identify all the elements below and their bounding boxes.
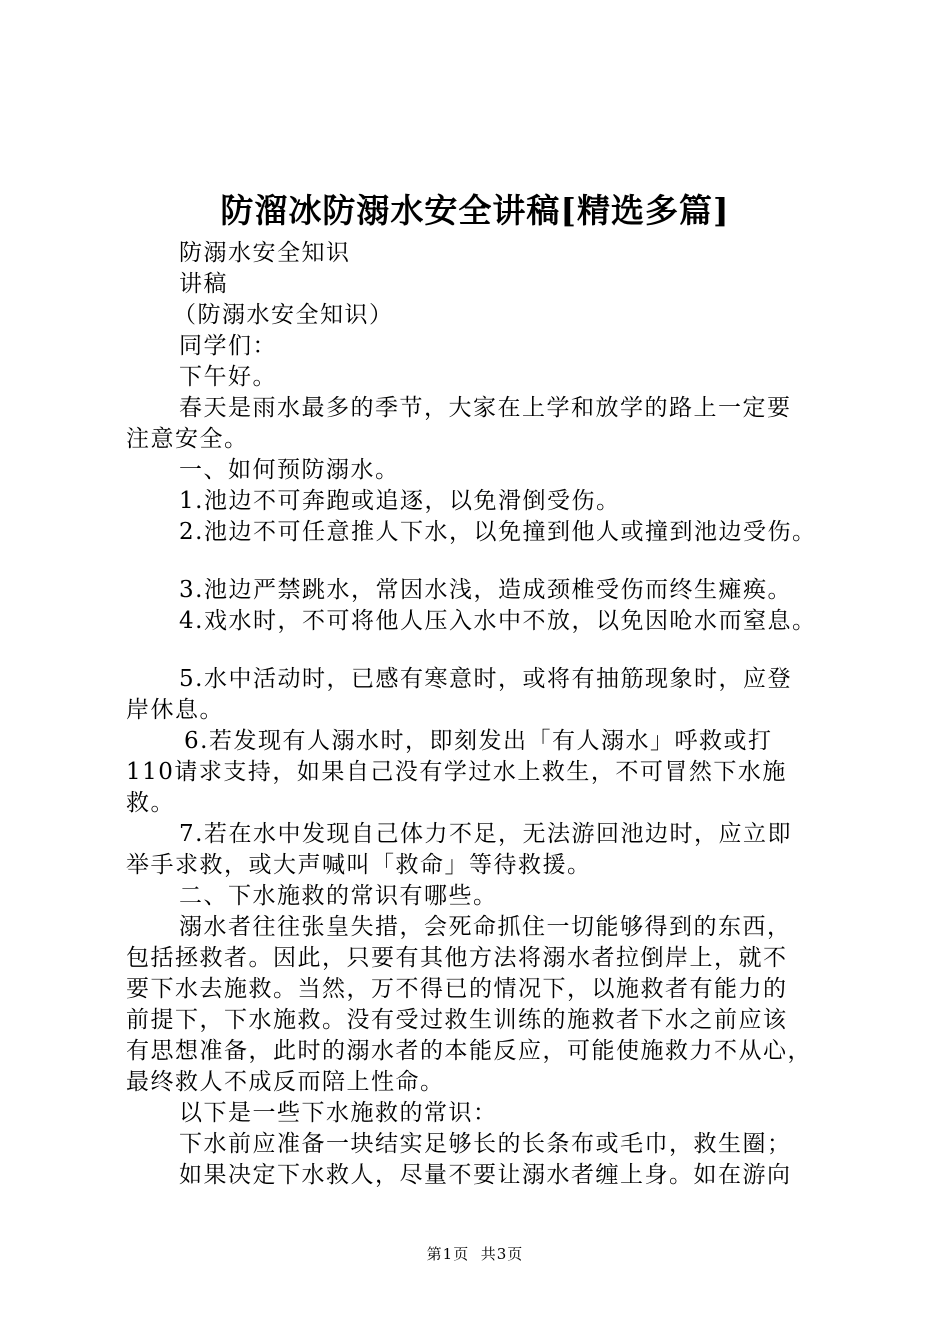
text-line: 有思想准备，此时的溺水者的本能反应，可能使施救力不从心，	[126, 1038, 812, 1064]
text-line: 下午好。	[179, 364, 277, 390]
text-line: 防溺水安全知识	[179, 240, 351, 266]
text-line: 岸休息。	[126, 697, 224, 723]
text-line: 二、下水施救的常识有哪些。	[179, 883, 498, 909]
page-number: 第1页	[426, 1245, 470, 1263]
text-line: 一、如何预防溺水。	[179, 457, 400, 483]
text-line: （防溺水安全知识）	[173, 302, 394, 328]
text-line: 讲稿	[179, 271, 228, 297]
text-line: 要下水去施救。当然，万不得已的情况下，以施救者有能力的	[126, 976, 788, 1002]
text-line: 如果决定下水救人，尽量不要让溺水者缠上身。如在游向	[179, 1162, 792, 1188]
text-line: 6.若发现有人溺水时，即刻发出「有人溺水」呼救或打	[184, 728, 773, 754]
text-line: 3.池边严禁跳水，常因水浅，造成颈椎受伤而终生瘫痪。	[179, 577, 792, 603]
text-line: 2.池边不可任意推人下水，以免撞到他人或撞到池边受伤。	[179, 519, 817, 545]
text-line: 1.池边不可奔跑或追逐，以免滑倒受伤。	[179, 488, 621, 514]
text-line: 救。	[126, 790, 175, 816]
document-title: 防溜冰防溺水安全讲稿[精选多篇]	[220, 191, 730, 230]
text-line: 举手求救，或大声喊叫「救命」等待救援。	[126, 852, 592, 878]
text-line: 春天是雨水最多的季节，大家在上学和放学的路上一定要	[179, 395, 792, 421]
text-line: 7.若在水中发现自己体力不足，无法游回池边时，应立即	[179, 821, 792, 847]
text-line: 110请求支持，如果自己没有学过水上救生，不可冒然下水施	[126, 759, 787, 785]
text-line: 以下是一些下水施救的常识：	[179, 1100, 498, 1126]
page-total: 共3页	[480, 1245, 524, 1263]
text-line: 前提下，下水施救。没有受过救生训练的施救者下水之前应该	[126, 1007, 788, 1033]
text-line: 同学们：	[179, 333, 277, 359]
page-footer	[0, 1243, 950, 1264]
text-line: 最终救人不成反而陪上性命。	[126, 1069, 445, 1095]
text-line: 下水前应准备一块结实足够长的长条布或毛巾，救生圈；	[179, 1131, 792, 1157]
text-line: 包括拯救者。因此，只要有其他方法将溺水者拉倒岸上，就不	[126, 945, 788, 971]
text-line: 溺水者往往张皇失措，会死命抓住一切能够得到的东西，	[179, 914, 792, 940]
text-line: 4.戏水时，不可将他人压入水中不放，以免因呛水而窒息。	[179, 608, 817, 634]
text-line: 5.水中活动时，已感有寒意时，或将有抽筋现象时，应登	[179, 666, 792, 692]
text-line: 注意安全。	[126, 426, 249, 452]
